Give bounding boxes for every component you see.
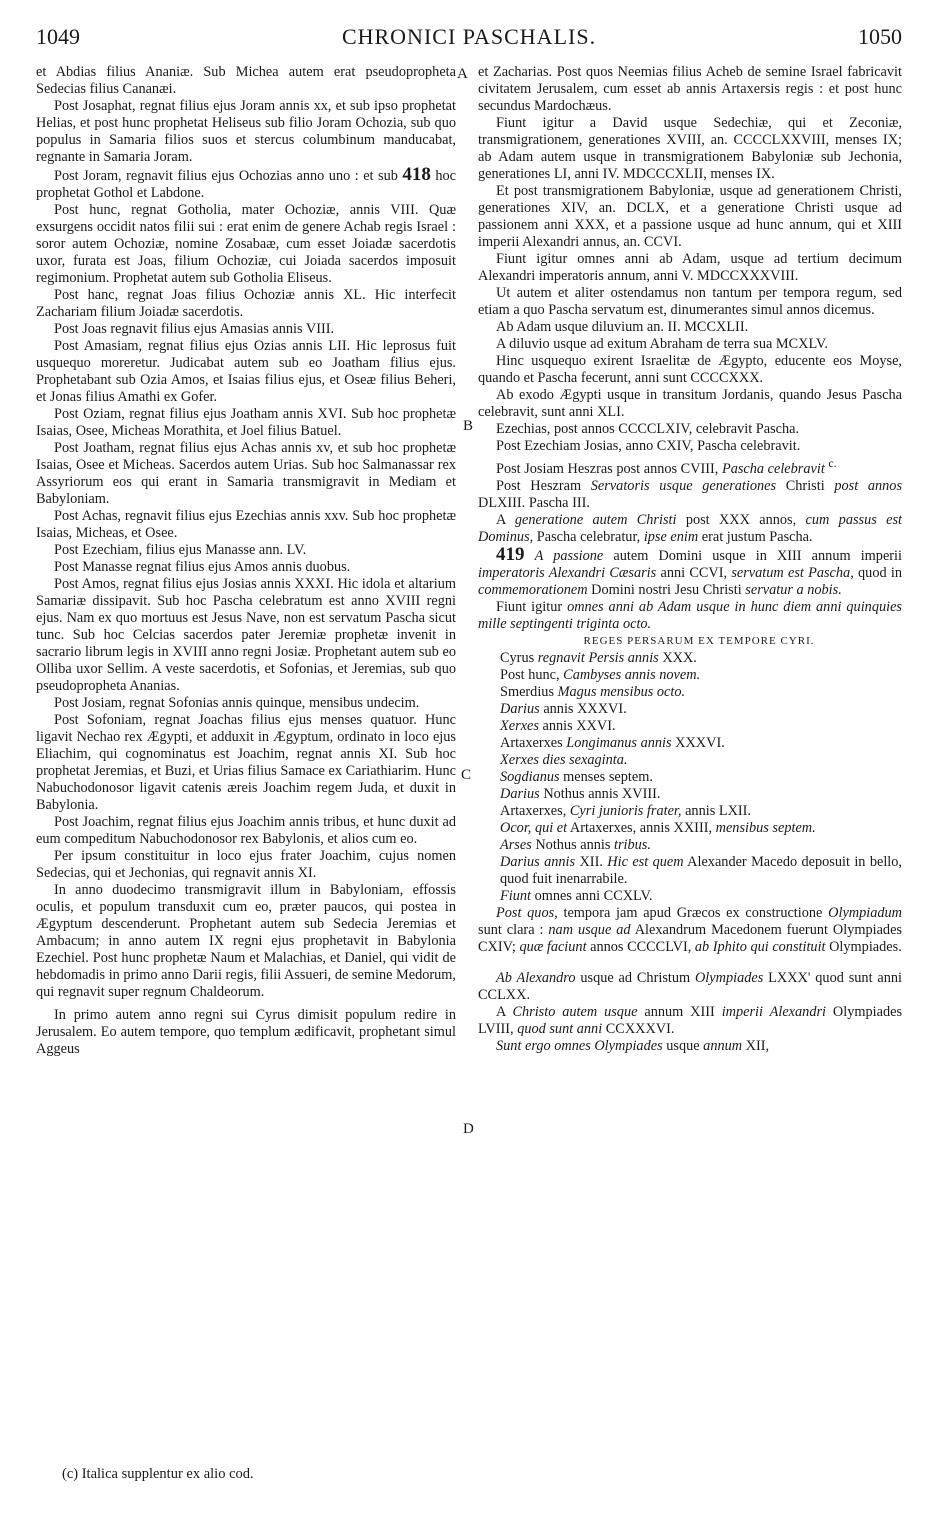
paragraph: Ezechias, post annos CCCCLXIV, celebravit Pascha. bbox=[496, 421, 800, 437]
paragraph: Post Amos, regnat filius ejus Josias annis XXXI. Hic idola et altarium Samariæ dissipavit. Sub hoc Pascha celebratum est anno XVIII regni ejus. Nam ex quo mortuus est Jesus Nave, non est servatum Pascha sicut tunc. Sub hoc Celcias sacerdos pater Jeremiæ prophetæ invenit in sacrario librum legis in XVIII anno regni Josiæ. Prophetant autem sub eo Olliba uxor Sellim. A veste sacerdotis, et Sofonias, et Jeremias, sub quo pseudopropheta Ananias. bbox=[36, 576, 456, 694]
paragraph: Post quos, tempora jam apud Græcos ex constructione Olympiadum sunt clara : nam usque ad Alexandrum Macedonem fuerunt Olympiades CXIV; quæ faciunt annos CCCCLVI, ab Iphito qui constituit Olympiades. bbox=[478, 904, 902, 955]
paragraph: Post hunc, regnat Gotholia, mater Ochoziæ, annis VIII. Quæ exsurgens occidit natos filii sui : erat enim de genere Achab regis Israel : soror autem Ochoziæ, nomine Zosabaæ, cum esset Joiadæ sacerdotis uxor, furata est Joas, filium Ochoziæ, cui Joiada sacerdos imposuit regimonium. Prophetat autem sub Gotholia Eliseus. bbox=[36, 202, 456, 286]
list-item: Ocor, qui et Artaxerxes, annis XXIII, mensibus septem. bbox=[500, 819, 816, 836]
list-item: Darius Nothus annis XVIII. bbox=[500, 785, 661, 802]
section-number: 418 bbox=[402, 164, 431, 185]
kings-list bbox=[478, 650, 902, 905]
right-column bbox=[478, 64, 902, 1055]
margin-letter-b: B bbox=[463, 418, 474, 434]
paragraph: Post Ezechiam, filius ejus Manasse ann. LV. bbox=[54, 542, 307, 558]
paragraph: In anno duodecimo transmigravit illum in Babyloniam, effossis oculis, et populum transduxit cum eo, præter paucos, qui postea in Ægyptum descenderunt. Prophetant autem sub Sedecia Jeremias et Ambacum; in anno autem IX regni ejus prophetavit in Babylonia Ezechiel. Post hunc prophetæ Naum et Malachias, et Daniel, qui vidit de hebdomadis in primo anno Darii regis, filii Assueri, de semine Medorum, qui regnavit super regnum Chaldeorum. bbox=[36, 882, 456, 1000]
list-item: Xerxes dies sexaginta. bbox=[500, 751, 628, 768]
paragraph: Post Manasse regnat filius ejus Amos annis duobus. bbox=[54, 559, 351, 575]
margin-letter-d: D bbox=[463, 1121, 474, 1137]
paragraph: In primo autem anno regni sui Cyrus dimisit populum redire in Jerusalem. Eo autem tempore, quo templum ædificavit, prophetant simul Aggeus bbox=[36, 1007, 456, 1057]
list-item: Cyrus regnavit Persis annis XXX. bbox=[500, 649, 697, 666]
paragraph: Fiunt igitur a David usque Sedechiæ, qui et Zeconiæ, transmigrationem, generationes XVIII, an. CCCCLXXVIII, menses IX; ab Adam autem usque in transmigrationem Babyloniæ sub Jechonia, generationes LI, anni IV. MDCCCXLII, menses IX. bbox=[478, 115, 902, 182]
list-item: Fiunt omnes anni CCXLV. bbox=[500, 887, 653, 904]
paragraph: 419 A passione autem Domini usque in XIII annum imperii imperatoris Alexandri Cæsaris anni CCVI, servatum est Pascha, quod in commemorationem Domini nostri Jesu Christi servatur a nobis. bbox=[478, 543, 903, 598]
paragraph: Post Amasiam, regnat filius ejus Ozias annis LII. Hic leprosus fuit usquequo moreretur. Judicabat autem sub eo Joatham filius ejus. Prophetabant sub Ozia Amos, et Isaias filius ejus, et Oseæ filius Beheri, et Jonas filius Amathi ex Gofer. bbox=[36, 338, 456, 405]
list-item: Arses Nothus annis tribus. bbox=[500, 836, 651, 853]
paragraph: Ab exodo Ægypti usque in transitum Jordanis, quando Jesus Pascha celebravit, sunt anni XLI. bbox=[478, 387, 902, 420]
paragraph: A Christo autem usque annum XIII imperii Alexandri Olympiades LVIII, quod sunt anni CCXXXVI. bbox=[478, 1003, 903, 1037]
paragraph: Post Ezechiam Josias, anno CXIV, Pascha celebravit. bbox=[496, 438, 801, 454]
list-item: Artaxerxes Longimanus annis XXXVI. bbox=[500, 734, 725, 751]
paragraph: Post Heszram Servatoris usque generationes Christi post annos DLXIII. Pascha III. bbox=[478, 477, 903, 511]
left-column bbox=[36, 64, 456, 1058]
paragraph: Post Joachim, regnat filius ejus Joachim annis tribus, et hunc duxit ad eum compeditum Nabuchodonosor rex Babylonis, et alios cum eo. bbox=[36, 814, 456, 847]
paragraph: Post hanc, regnat Joas filius Ochoziæ annis XL. Hic interfecit Zachariam filium Joiadæ sacerdotis. bbox=[36, 287, 456, 320]
list-item: Darius annis XII. Hic est quem Alexander Macedo deposuit in bello, quod fuit inenarrabile. bbox=[500, 853, 902, 887]
paragraph: Post Joatham, regnat filius ejus Achas annis xv, et sub hoc prophetæ Isaias, Osee et Micheas. Sacerdos autem Urias. Sub hoc Salmanassar rex Assyriorum eos qui erant in Samaria transmigravit in Mediam et Babyloniam. bbox=[36, 440, 456, 507]
paragraph: Ab Adam usque diluvium an. II. MCCXLII. bbox=[496, 319, 749, 335]
paragraph: Post Joas regnavit filius ejus Amasias annis VIII. bbox=[54, 321, 335, 337]
running-header bbox=[36, 22, 902, 52]
margin-letter-a: A bbox=[457, 66, 468, 82]
section-number: 419 bbox=[496, 543, 525, 565]
page-number-left: 1049 bbox=[36, 24, 80, 49]
paragraph: et Abdias filius Ananiæ. Sub Michea autem erat pseudopropheta Sedecias filius Cananæi. bbox=[36, 64, 456, 97]
paragraph: Et post transmigrationem Babyloniæ, usque ad generationem Christi, generationes XIV, an. DCLX, et a generatione Christi usque ad passionem anni XXX, et a passione usque ad hunc annum, qui et XIII imperii Alexandri annus, an. CCVI. bbox=[478, 183, 902, 250]
paragraph: et Zacharias. Post quos Neemias filius Acheb de semine Israel fabricavit civitatem Jerusalem, cum esset ab annis Artaxersis regis : et post hunc secundus Mardochæus. bbox=[478, 64, 902, 114]
paragraph: Post Achas, regnavit filius ejus Ezechias annis xxv. Sub hoc prophetæ Isaias, Micheas, et Osee. bbox=[36, 508, 456, 541]
paragraph: Fiunt igitur omnes anni ab Adam usque in hunc diem anni quinquies mille septingenti triginta octo. bbox=[478, 598, 902, 632]
paragraph: Post Joram, regnavit filius ejus Ochozias anno uno : et sub 418 hoc prophetat Gothol et Labdone. bbox=[36, 164, 457, 201]
page-number-right: 1050 bbox=[858, 24, 902, 49]
paragraph: Post Sofoniam, regnat Joachas filius ejus menses quatuor. Hunc ligavit Nechao rex Ægypti, et adduxit in Ægyptum, ordinato in loco ejus Eliachim, qui cognominatus est Joachim, regnat annis XI. Sub hoc prophetat Jeremias, et Buzi, et Urias filius Samace ex Cariathiarim. Hunc Nabuchodonosor ligavit catenis æreis Joachim regem Juda, et duxit in Babylonia. bbox=[36, 712, 456, 813]
paragraph: A generatione autem Christi post XXX annos, cum passus est Dominus, Pascha celebratur, ipse enim erat justum Pascha. bbox=[478, 511, 903, 545]
paragraph: Fiunt igitur omnes anni ab Adam, usque ad tertium decimum Alexandri imperatoris annum, anni V. MDCCXXXVIII. bbox=[478, 251, 902, 284]
paragraph: Post Josaphat, regnat filius ejus Joram annis xx, et sub ipso prophetat Helias, et post hunc prophetat Heliseus sub filio Joram Ochozia, sub quo populus in Samaria filios suos et stercus columbinum manducabat, regnante in Samaria Joram. bbox=[36, 98, 456, 165]
paragraph: Post Josiam, regnat Sofonias annis quinque, mensibus undecim. bbox=[54, 695, 420, 711]
list-item: Smerdius Magus mensibus octo. bbox=[500, 683, 686, 700]
running-title: CHRONICI PASCHALIS. bbox=[341, 24, 597, 49]
paragraph: Ut autem et aliter ostendamus non tantum per tempora regum, sed etiam a quo Pascha servatum est, dinumerantes simul annos dicemus. bbox=[478, 285, 902, 318]
footnote: (c) Italica supplentur ex alio cod. bbox=[62, 1466, 254, 1482]
section-heading: REGES PERSARUM EX TEMPORE CYRI. bbox=[583, 634, 815, 647]
list-item: Sogdianus menses septem. bbox=[500, 768, 653, 785]
list-item: Post hunc, Cambyses annis novem. bbox=[500, 666, 701, 683]
paragraph: Hinc usquequo exirent Israelitæ de Ægypto, educente eos Moyse, quando et Pascha fecerunt, anni sunt CCCCXXX. bbox=[478, 353, 902, 386]
paragraph: Ab Alexandro usque ad Christum Olympiades LXXX' quod sunt anni CCLXX. bbox=[478, 969, 903, 1003]
paragraph: Post Josiam Heszras post annos CVIII, Pascha celebravit $^{c.}$ bbox=[496, 456, 837, 477]
paragraph: Post Oziam, regnat filius ejus Joatham annis XVI. Sub hoc prophetæ Isaias, Osee, Micheas Morathita, et Joel filius Batuel. bbox=[36, 406, 456, 439]
paragraph: Sunt ergo omnes Olympiades usque annum XII, bbox=[496, 1037, 770, 1054]
list-item: Artaxerxes, Cyri junioris frater, annis LXII. bbox=[500, 802, 751, 819]
list-item: Darius annis XXXVI. bbox=[500, 700, 627, 717]
paragraph: Per ipsum constituitur in loco ejus frater Joachim, cujus nomen Sedecias, qui et Jechonias, qui regnavit annis XI. bbox=[36, 848, 456, 881]
paragraph: A diluvio usque ad exitum Abraham de terra sua MCXLV. bbox=[496, 336, 828, 352]
list-item: Xerxes annis XXVI. bbox=[500, 717, 616, 734]
margin-letter-c: C bbox=[461, 767, 472, 783]
